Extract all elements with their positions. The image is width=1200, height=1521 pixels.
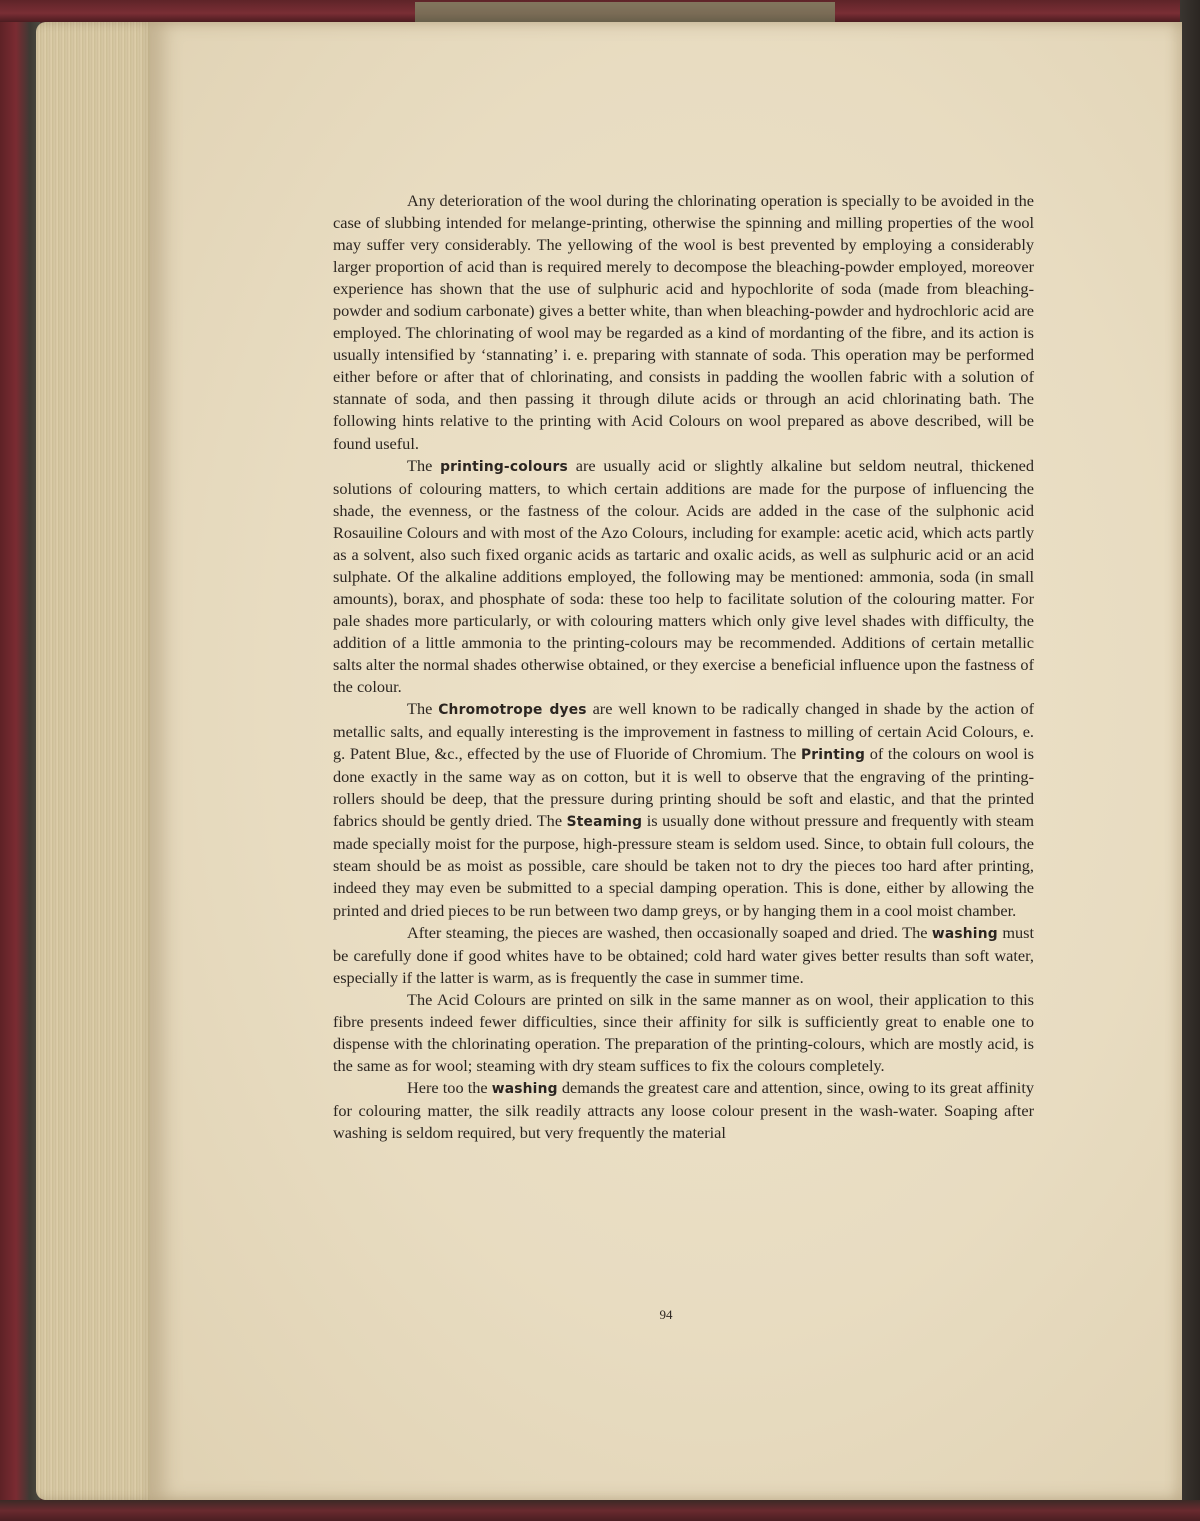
body-text xyxy=(333,190,1034,1144)
bold-keyword: washing xyxy=(931,925,998,942)
bold-keyword: printing-colours xyxy=(440,458,568,475)
paragraph-text: Any deterioration of the wool during the chlorinating operation is specially to be avoided in the case of slubbing intended for melange-printing, otherwise the spinning and milling properties of the wool may suffer very considerably. The yellowing of the wool is best prevented by employing a considerably larger proportion of acid than is required merely to decompose the bleaching-powder employed, moreover experience has shown that the use of sulphuric acid and hypochlorite of soda (made from bleaching-powder and sodium carbonate) gives a better white, than when bleaching-powder and hydrochloric acid are employed. The chlorinating of wool may be regarded as a kind of mordanting of the fibre, and its action is usually intensified by ‘stannating’ i. e. preparing with stannate of soda. This operation may be performed either before or after that of chlorinating, and consists in padding the woollen fabric with a solution of stannate of soda, and then passing it through dilute acids or through an acid chlorinating bath. The following hints relative to the printing with Acid Colours on wool prepared as above described, will be found useful. xyxy=(333,191,1034,453)
paragraph-text: of the colours on wool is done exactly in the same way as on cotton, but it is well to observe that the engraving of the printing-rollers should be deep, that the pressure during printing should be soft and elastic, and that the printed fabrics should be gently dried. The xyxy=(333,744,1034,831)
paragraph-text: are well known to be radically changed in shade by the action of metallic salts, and equally interesting is the improvement in fastness to milling of certain Acid Colours, e. g. Patent Blue, &c., effected by the use of Fluoride of Chromium. The xyxy=(333,699,1035,764)
paragraph-text: demands the greatest care and attention, since, owing to its great affinity for colouring matter, the silk readily attracts any loose colour present in the wash-water. Soaping after washing is seldom required, but very frequently the material xyxy=(333,1077,1034,1142)
paragraph-text: Here too the xyxy=(407,1077,492,1097)
page-edges xyxy=(36,22,156,1500)
book-cover-left xyxy=(0,0,40,1521)
paragraph xyxy=(333,455,1034,699)
bold-keyword: Chromotrope dyes xyxy=(438,702,587,719)
paragraph-text: The xyxy=(407,455,441,475)
paragraph-text: are usually acid or slightly alkaline but seldom neutral, thickened solutions of colouring matters, to which certain additions are made for the purpose of influencing the shade, the evenness, or the fastness of the colour. Acids are added in the case of the sulphonic acid Rosauiline Colours and with most of the Azo Colours, including for example: acetic acid, which acts partly as a solvent, also such fixed organic acids as tartaric and oxalic acids, as well as sulphuric acid or an acid sulphate. Of the alkaline additions employed, the following may be mentioned: ammonia, soda (in small amounts), borax, and phosphate of soda: these too help to facilitate solution of the colouring matter. For pale shades more particularly, or with colouring matters which only give level shades with difficulty, the addition of a little ammonia to the printing-colours may be recommended. Additions of certain metallic salts alter the normal shades otherwise obtained, or they exercise a beneficial influence upon the fastness of the colour. xyxy=(333,455,1034,697)
bold-keyword: Printing xyxy=(800,747,866,764)
book-page xyxy=(150,22,1182,1500)
paragraph-text: is usually done without pressure and frequently with steam made specially moist for the purpose, high-pressure steam is seldom used. Since, to obtain full colours, the steam should be as moist as possible, care should be taken not to dry the pieces too hard after printing, indeed they may even be submitted to a special damping operation. This is done, either by allowing the printed and dried pieces to be run between two damp greys, or by hanging them in a cool moist chamber. xyxy=(333,811,1034,920)
paragraph-text: must be carefully done if good whites have to be obtained; cold hard water gives better results than soft water, especially if the latter is warm, as is frequently the case in summer time. xyxy=(333,922,1034,987)
bold-keyword: washing xyxy=(491,1080,558,1097)
paragraph xyxy=(333,1077,1034,1144)
book-cover-right xyxy=(1180,0,1200,1521)
paragraph-text: The xyxy=(407,699,439,719)
bold-keyword: Steaming xyxy=(566,814,643,831)
paragraph xyxy=(333,922,1034,989)
paragraph xyxy=(333,190,1034,455)
book-cover-bottom xyxy=(0,1500,1200,1521)
paragraph xyxy=(333,989,1034,1077)
paragraph xyxy=(333,698,1034,921)
page-number: 94 xyxy=(659,1307,673,1322)
spine-tape xyxy=(415,2,835,22)
paragraph-text: The Acid Colours are printed on silk in the same manner as on wool, their application to this fibre presents indeed fewer difficulties, since their affinity for silk is sufficiently great to enable one to dispense with the chlorinating operation. The preparation of the printing-colours, which are mostly acid, is the same as for wool; steaming with dry steam suffices to fix the colours completely. xyxy=(333,989,1034,1075)
paragraph-text: After steaming, the pieces are washed, then occasionally soaped and dried. The xyxy=(407,922,932,942)
